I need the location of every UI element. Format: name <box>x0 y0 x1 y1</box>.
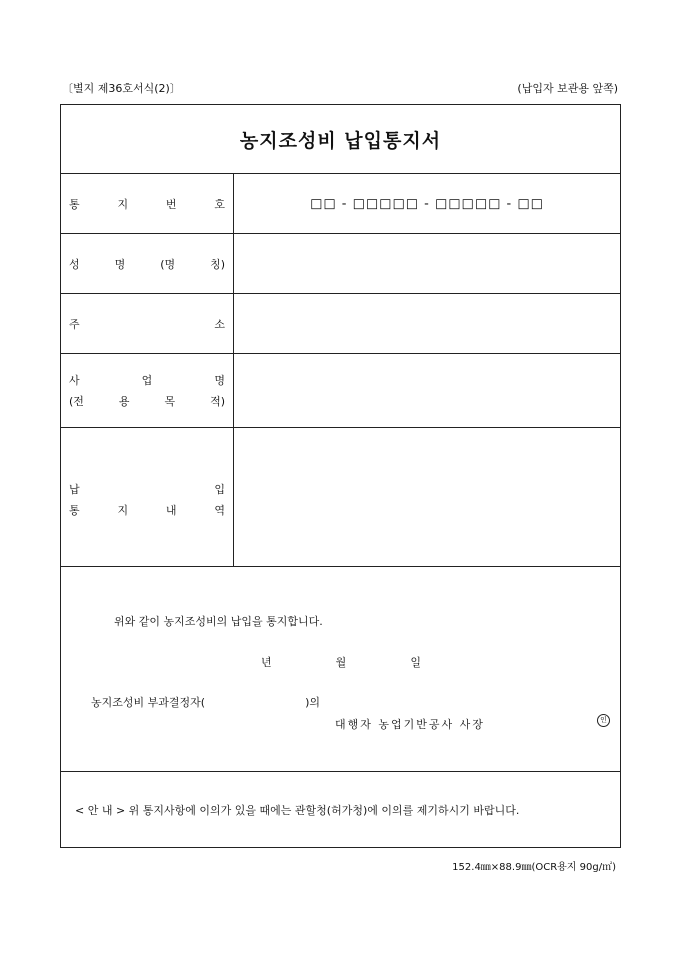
notice-number-boxes: □□ - □□□□□ - □□□□□ - □□ <box>310 196 544 211</box>
guide-text: < 안 내 > 위 통지사항에 이의가 있을 때에는 관할청(허가청)에 이의를 제기하시기 바랍니다. <box>75 804 520 817</box>
label-char: 소 <box>214 318 225 331</box>
label-char: 입 <box>214 483 225 496</box>
business-row <box>61 354 620 428</box>
label-char: 목 <box>164 395 176 408</box>
notice-section <box>61 566 620 772</box>
label-char: 용 <box>118 395 130 408</box>
form-reference: 〔별지 제36호서식(2)〕 <box>62 82 181 95</box>
date-day: 일 <box>410 656 421 669</box>
copy-label: (납입자 보관용 앞쪽) <box>517 82 618 95</box>
label-char: 지 <box>117 198 129 211</box>
label-char: 사 <box>69 374 80 387</box>
label-char: 내 <box>165 504 177 517</box>
address-row <box>61 294 620 354</box>
date-line <box>261 654 421 670</box>
address-label <box>61 294 234 353</box>
form-title: 농지조성비 납입통지서 <box>61 105 620 174</box>
date-year: 년 <box>261 656 272 669</box>
label-char: 명 <box>214 374 225 387</box>
agent-line: 대행자 농업기반공사 사장 <box>335 718 485 731</box>
seal-mark: 인 <box>597 714 610 727</box>
notice-number-label <box>61 174 234 233</box>
paper-spec: 152.4㎜×88.9㎜(OCR용지 90g/㎡) <box>452 862 616 873</box>
notice-text: 위와 같이 농지조성비의 납입을 통지합니다. <box>114 615 323 628</box>
business-value[interactable] <box>234 354 620 427</box>
label-char: 명 <box>114 258 126 271</box>
label-char: 칭) <box>210 258 225 271</box>
date-month: 월 <box>335 656 347 669</box>
decider-line <box>91 694 320 710</box>
name-row <box>61 234 620 294</box>
label-char: (명 <box>160 258 176 271</box>
label-char: 성 <box>69 258 80 271</box>
label-char: 주 <box>69 318 80 331</box>
payment-label <box>61 428 234 566</box>
name-label <box>61 234 234 293</box>
label-char: 업 <box>141 374 153 387</box>
decider-prefix: 농지조성비 부과결정자( <box>91 696 206 709</box>
notice-form <box>60 104 621 848</box>
label-char: 지 <box>117 504 129 517</box>
label-char: (전 <box>69 395 84 408</box>
business-label <box>61 354 234 427</box>
payment-row <box>61 428 620 566</box>
payment-value[interactable] <box>234 428 620 566</box>
label-char: 역 <box>214 504 225 517</box>
name-value[interactable] <box>234 234 620 293</box>
address-value[interactable] <box>234 294 620 353</box>
notice-number-value[interactable] <box>234 174 620 233</box>
label-char: 적) <box>210 395 225 408</box>
label-char: 납 <box>69 483 80 496</box>
label-char: 호 <box>214 198 225 211</box>
decider-suffix: )의 <box>305 696 320 709</box>
notice-number-row <box>61 174 620 234</box>
label-char: 통 <box>69 198 80 211</box>
label-char: 번 <box>165 198 177 211</box>
label-char: 통 <box>69 504 80 517</box>
